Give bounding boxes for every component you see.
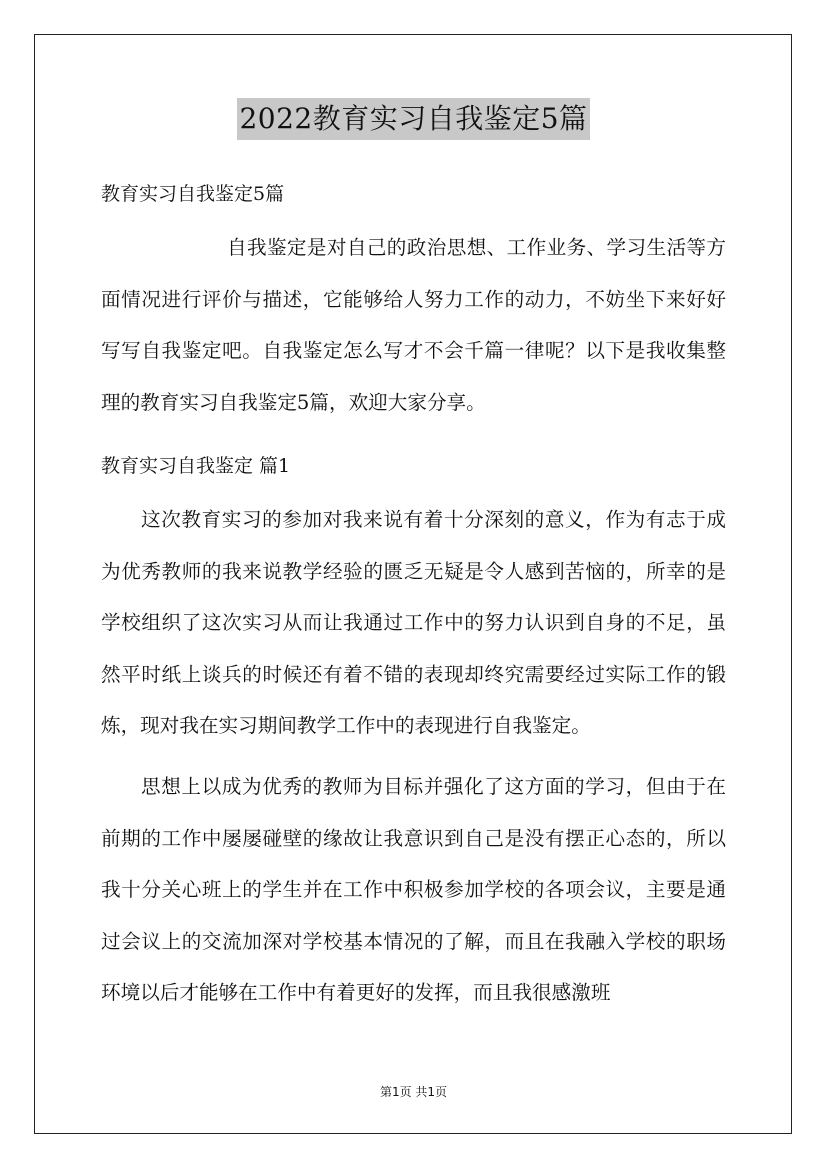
- section-heading: 教育实习自我鉴定 篇1: [101, 455, 291, 477]
- document-subtitle: 教育实习自我鉴定5篇: [101, 183, 285, 205]
- page-footer: 第1页 共1页: [379, 1085, 448, 1099]
- body-paragraph-1: 这次教育实习的参加对我来说有着十分深刻的意义，作为有志于成为优秀教师的我来说教学经验的匮乏无疑是令人感到苦恼的，所幸的是学校组织了这次实习从而让我通过工作中的努力认识到自身的不足，虽然平时纸上谈兵的时候还有着不错的表现却终究需要经过实际工作的锻炼，现对我在实习期间教学工作中的表现进行自我鉴定。: [101, 508, 726, 737]
- intro-paragraph: 自我鉴定是对自己的政治思想、工作业务、学习生活等方面情况进行评价与描述，它能够给人努力工作的动力，不妨坐下来好好写写自我鉴定吧。自我鉴定怎么写才不会千篇一律呢？以下是我收集整理的教育实习自我鉴定5篇，欢迎大家分享。: [101, 236, 726, 414]
- body-paragraph-2: 思想上以成为优秀的教师为目标并强化了这方面的学习，但由于在前期的工作中屡屡碰壁的缘故让我意识到自己是没有摆正心态的，所以我十分关心班上的学生并在工作中积极参加学校的各项会议，主要是通过会议上的交流加深对学校基本情况的了解，而且在我融入学校的职场环境以后才能够在工作中有着更好的发挥，而且我很感激班: [101, 775, 726, 1004]
- title-container: [0, 98, 827, 140]
- document-title: 2022教育实习自我鉴定5篇: [237, 98, 589, 140]
